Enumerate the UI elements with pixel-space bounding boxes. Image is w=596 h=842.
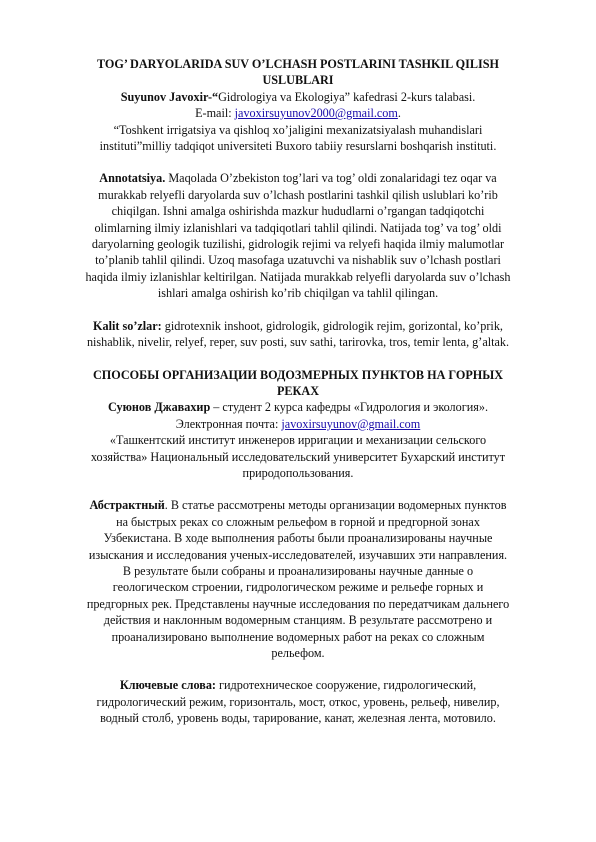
spacer [84,481,512,497]
spacer [84,351,512,367]
document-page [84,56,512,727]
uz-keywords-text: gidrotexnik inshoot, gidrologik, gidrologik rejim, gorizontal, ko’prik, nishablik, nivelir, relyef, reper, suv posti, suv sathi, tarirovka, tros, temir lenta, g’altak. [86,318,510,350]
ru-email-label: Электронная почта: [175,416,282,431]
uz-keywords [84,318,512,351]
uz-institute: “Toshkent irrigatsiya va qishloq xo’jaligini mexanizatsiyalash muhandislari instituti”milliy tadqiqot universiteti Buxoro tabiiy resurslarni boshqarish instituti. [99,122,497,154]
ru-keywords [84,677,512,726]
uz-abstract [84,170,512,301]
uz-author-name: Suyunov Javoxir-“ [120,89,219,104]
ru-email-link[interactable]: javoxirsuyunov@gmail.com [281,416,421,431]
spacer [84,661,512,677]
uz-email-line [84,105,512,121]
ru-abstract-text: . В статье рассмотрены методы организации водомерных пунктов на быстрых реках со сложным рельефом в горной и предгорной зонах Узбекистана. В ходе выполнения работы были проанализированы научные изыскания и исследования ученых-исследователей, изучавших эти направления. В результате были собраны и проанализированы научные данные о геологическом строении, гидрологическом режиме и рельефе горных и предгорных рек. Представлены научные исследования по передатчикам дальнего действия и наклонным водомерным станциям. В результате рассмотрено и проанализировано выполнение водомерных работ на реках со сложным рельефом. [86,498,510,660]
ru-abstract [84,497,512,661]
ru-author-affiliation: – студент 2 курса кафедры «Гидрология и экология». [210,400,488,415]
ru-institute: «Ташкентский институт инженеров ирригации и механизации сельского хозяйства» Национальный исследовательский университет Бухарский институт природопользования. [90,433,506,480]
uz-email-suffix: . [397,106,401,121]
uz-title: TOG’ DARYOLARIDA SUV O’LCHASH POSTLARINI TASHKIL QILISH USLUBLARI [96,57,500,88]
spacer [84,302,512,318]
uz-author-affiliation: Gidrologiya va Ekologiya” kafedrasi 2-kurs talabasi. [218,89,476,104]
ru-keywords-label: Ключевые слова: [119,678,216,693]
uz-abstract-label: Annotatsiya. [99,171,166,186]
spacer [84,154,512,170]
ru-keywords-text: гидротехническое сооружение, гидрологический, гидрологический режим, горизонталь, мост, откос, уровень, рельеф, нивелир, водный столб, уровень воды, тарирование, канат, железная лента, мотовило. [96,678,500,726]
ru-author-name: Суюнов Джавахир [108,400,211,415]
uz-abstract-text: Maqolada O’zbekiston tog’lari va tog’ oldi zonalaridagi tez oqar va murakkab relyefli daryolarda suv o’lchash postlarini tashkil qilish uslublari ko’rib chiqilgan. Ishni amalga oshirishda mazkur hududlarni o’rgangan tadqiqotchi olimlarning ilmiy izlanishlari va tadqiqotlari tahlil qilindi. Natijada tog’ va tog’ oldi daryolarning geologik tuzilishi, gidrologik rejimi va relyefi haqida ilmiy malumotlar to’planib tahlil qilindi. Uzoq masofaga uzatuvchi va nishablik suv o’lchash postlari haqida ilmiy izlanishlar keltirilgan. Natijada murakkab relyefli daryolarda suv o’lchash ishlari amalga oshirish ko’rib chiqilgan va tahlil qilingan. [85,171,511,301]
ru-abstract-label: Абстрактный [89,498,165,513]
uz-email-label: E-mail: [195,106,235,121]
ru-title: СПОСОБЫ ОРГАНИЗАЦИИ ВОДОЗМЕРНЫХ ПУНКТОВ НА ГОРНЫХ РЕКАХ [92,367,504,398]
uz-author-line [84,89,512,105]
ru-author-line [84,399,512,415]
uz-keywords-label: Kalit so’zlar: [93,318,162,333]
uz-email-link[interactable]: javoxirsuyunov2000@gmail.com [234,106,398,121]
ru-email-line [84,416,512,432]
